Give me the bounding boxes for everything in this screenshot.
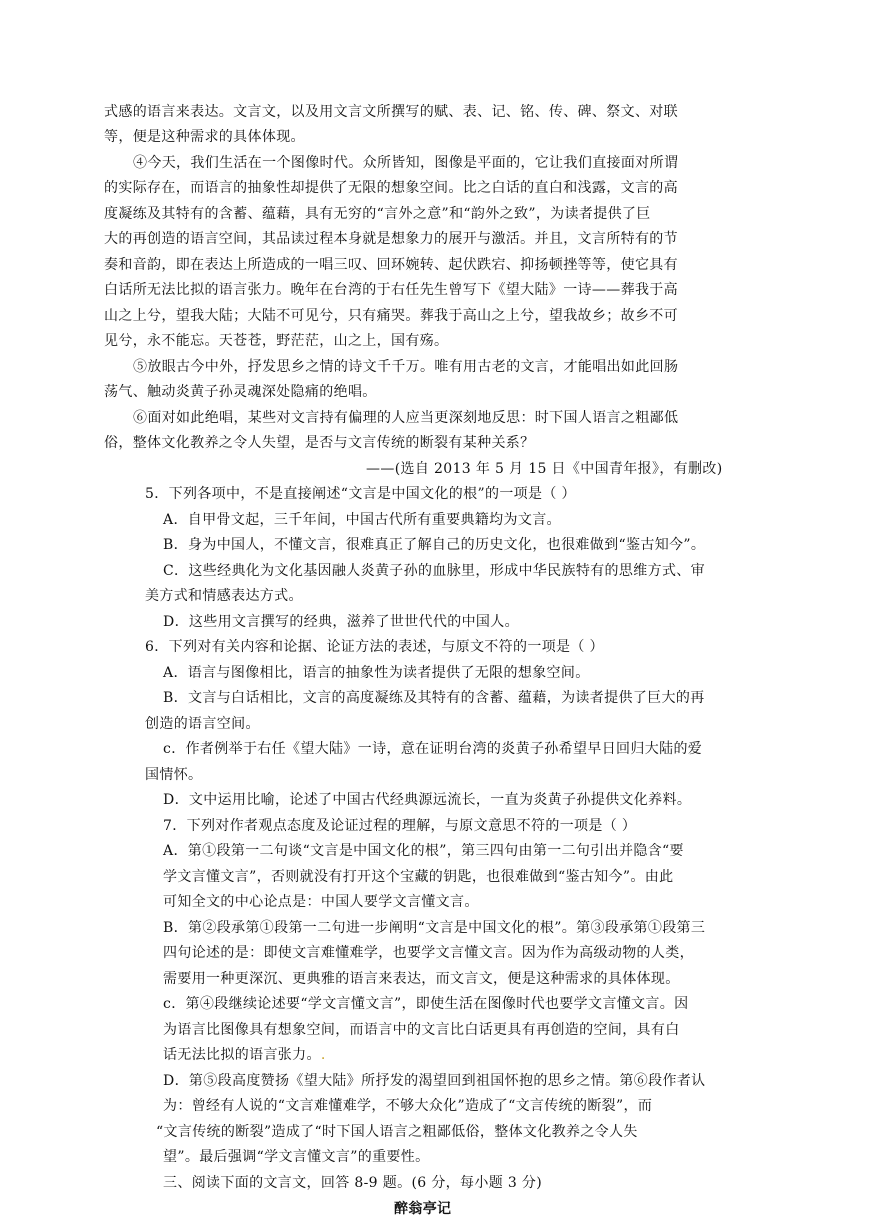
text-line: 俗，整体文化教养之令人失望，是否与文言传统的断裂有某种关系？ (104, 435, 535, 451)
text-line: 式感的语言来表达。文言文，以及用文言文所撰写的赋、表、记、铭、传、碑、祭文、对联 (104, 104, 678, 120)
text-line: 国情怀。 (145, 767, 203, 783)
text-line: “文言传统的断裂”造成了“时下国人语言之粗鄙低俗，整体文化教养之令人失 (156, 1124, 638, 1140)
question-5: 5．下列各项中，不是直接阐述“文言是中国文化的根”的一项是（ ） (145, 486, 576, 502)
text-line: 见兮，永不能忘。天苍苍，野茫茫，山之上，国有殇。 (104, 333, 449, 349)
text-line: 荡气、触动炎黄子孙灵魂深处隐痛的绝唱。 (104, 384, 377, 400)
option-c: C．这些经典化为文化基因融人炎黄子孙的血脉里，形成中华民族特有的思维方式、审 (163, 563, 706, 579)
text-line: 大的再创造的语言空间，其品读过程本身就是想象力的展开与激活。并且，文言所特有的节 (104, 231, 678, 247)
text-line: ⑥面对如此绝唱，某些对文言持有偏理的人应当更深刻地反思：时下国人语言之粗鄙低 (133, 410, 679, 426)
passage-title: 醉翁亭记 (394, 1201, 452, 1217)
option-d: D．文中运用比喻，论述了中国古代经典源远流长，一直为炎黄子孙提供文化养料。 (163, 792, 692, 808)
text-line: ⑤放眼古今中外，抒发思乡之情的诗文千千万。唯有用古老的文言，才能唱出如此回肠 (133, 359, 679, 375)
text-line: 为：曾经有人说的“文言难懂难学，不够大众化”造成了“文言传统的断裂”，而 (163, 1098, 653, 1114)
highlight-mark: . (320, 1047, 326, 1063)
text-line: 可知全文的中心论点是：中国人要学文言懂文言。 (163, 894, 479, 910)
source-citation: ——(选自 2013 年 5 月 15 日《中国青年报》，有删改) (366, 461, 723, 477)
text-line: 等，便是这种需求的具体体现。 (104, 129, 305, 145)
option-a: A．语言与图像相比，语言的抽象性为读者提供了无限的想象空间。 (163, 665, 590, 681)
text-line: 美方式和情感表达方式。 (145, 588, 303, 604)
text-line: 奏和音韵，即在表达上所造成的一唱三叹、回环婉转、起伏跌宕、抑扬顿挫等等，使它具有 (104, 257, 678, 273)
text-line: 需要用一种更深沉、更典雅的语言来表达，而文言文，便是这种需求的具体体现。 (163, 971, 680, 987)
text-line: 四句论述的是：即使文言难懂难学，也要学文言懂文言。因为作为高级动物的人类， (163, 945, 694, 961)
option-d: D．第⑤段高度赞扬《望大陆》所抒发的渴望回到祖国怀抱的思乡之情。第⑥段作者认 (163, 1073, 706, 1089)
text-line: 白话所无法比拟的语言张力。晚年在台湾的于右任先生曾写下《望大陆》一诗——葬我于高 (104, 282, 678, 298)
option-d: D．这些用文言撰写的经典，滋养了世世代代的中国人。 (163, 614, 519, 630)
text-line: 的实际存在，而语言的抽象性却提供了无限的想象空间。比之白话的直白和浅露，文言的高 (104, 180, 678, 196)
text-line: 望”。最后强调“学文言懂文言”的重要性。 (163, 1149, 430, 1165)
text-line: 山之上兮，望我大陆；大陆不可见兮，只有痛哭。葬我于高山之上兮，望我故乡；故乡不可 (104, 308, 678, 324)
text-line: 学文言懂文言”，否则就没有打开这个宝藏的钥匙，也很难做到“鉴古知今”。由此 (163, 869, 674, 885)
option-c: c．作者例举于右任《望大陆》一诗，意在证明台湾的炎黄子孙希望早日回归大陆的爱 (163, 741, 703, 757)
question-7: 7．下列对作者观点态度及论证过程的理解，与原文意思不符的一项是（ ） (163, 818, 637, 834)
section-3-heading: 三、阅读下面的文言文，回答 8-9 题。(6 分，每小题 3 分) (163, 1175, 543, 1191)
option-b: B．身为中国人，不懂文言，很难真正了解自己的历史文化，也很难做到“鉴古知今”。 (163, 537, 706, 553)
text-line (163, 1045, 326, 1065)
option-a: A．自甲骨文起，三千年间，中国古代所有重要典籍均为文言。 (163, 512, 561, 528)
text-line: 创造的语言空间。 (145, 716, 260, 732)
option-b: B．文言与白话相比，文言的高度凝练及其特有的含蓄、蕴藉，为读者提供了巨大的再 (163, 690, 705, 706)
option-b: B．第②段承第①段第一二句进一步阐明“文言是中国文化的根”。第③段承第①段第三 (163, 920, 706, 936)
option-c: c．第④段继续论述要“学文言懂文言”，即使生活在图像时代也要学文言懂文言。因 (163, 996, 689, 1012)
option-a: A．第①段第一二句谈“文言是中国文化的根”，第三四句由第一二句引出并隐含“要 (163, 843, 684, 859)
text-line: 为语言比图像具有想象空间，而语言中的文言比白话更具有再创造的空间，具有白 (163, 1022, 680, 1038)
text-line: ④今天，我们生活在一个图像时代。众所皆知，图像是平面的，它让我们直接面对所谓 (133, 155, 679, 171)
question-6: 6．下列对有关内容和论据、论证方法的表述，与原文不符的一项是（ ） (145, 639, 604, 655)
text-line: 度凝练及其特有的含蓄、蕴藉，具有无穷的“言外之意”和“韵外之致”，为读者提供了巨 (104, 206, 651, 222)
text-fragment: 话无法比拟的语言张力。 (163, 1047, 321, 1063)
